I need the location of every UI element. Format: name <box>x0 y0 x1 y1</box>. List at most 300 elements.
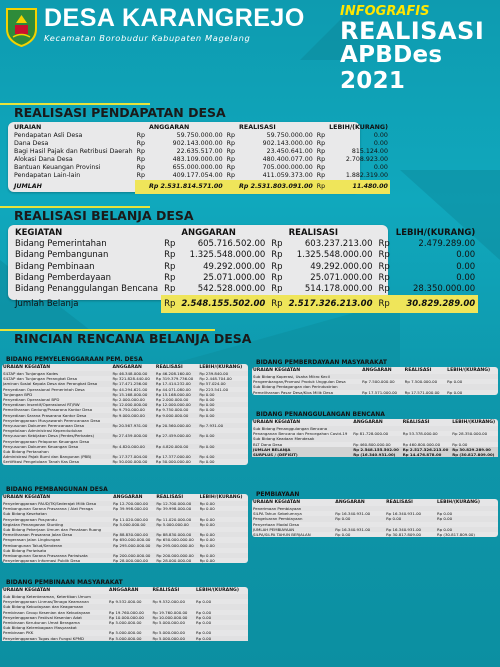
table-row <box>252 390 498 395</box>
col-anggaran: ANGGARAN <box>148 124 190 131</box>
row-lebih: Rp 0.00 <box>196 620 212 626</box>
row-lebih: 28.350.000.00 <box>413 284 476 295</box>
detail-table <box>2 364 248 465</box>
row-realisasi: Rp 44.071.080.00 <box>155 386 191 392</box>
row-realisasi: Rp 4.820.000.00 <box>155 443 189 449</box>
panel-bencana <box>252 410 498 485</box>
row-lebih: Rp 28.350.000.00 <box>452 431 488 437</box>
row-realisasi: Rp 12.000.000.00 <box>155 402 191 408</box>
row-currency: Rp <box>271 284 283 295</box>
row-anggaran: 49.292.000.00 <box>203 261 266 272</box>
col-uraian: URAIAN KEGIATAN <box>253 368 301 373</box>
row-uraian: Penyusunan Kebijakan Desa (Perdes/Perkades) <box>3 433 94 439</box>
table-header <box>2 587 248 594</box>
row-realisasi: Rp 28.000.000.00 <box>156 558 192 564</box>
col-uraian: URAIAN <box>14 124 42 131</box>
detail-table <box>252 367 498 395</box>
row-lebih: Rp 30.829.289.00 <box>452 446 491 452</box>
row-currency: Rp <box>378 272 390 283</box>
row-currency: Rp <box>164 261 176 272</box>
row-uraian: Sub Bidang Kelembagaan Masyarakat <box>3 625 77 631</box>
row-anggaran: Rp 2.000.000.00 <box>112 397 145 403</box>
row-lebih: Rp 0.00 <box>447 379 463 385</box>
row-anggaran: Rp 27.459.000.00 <box>112 433 148 439</box>
row-realisasi: Rp 5.000.000.00 <box>152 630 185 636</box>
row-anggaran: Rp 7.500.000.00 <box>362 379 395 385</box>
row-lebih: Rp (30.817.809.00) <box>452 452 495 458</box>
row-anggaran: Rp 19.760.000.00 <box>109 609 144 615</box>
row-uraian: Penyelenggaraan Pelaporan Keuangan Desa <box>3 438 90 444</box>
row-uraian: Sub Bidang Kesehatan <box>3 511 47 517</box>
table-row <box>12 172 390 180</box>
col-uraian: KEGIATAN <box>15 228 63 238</box>
row-currency: Rp <box>315 180 327 194</box>
col-realisasi: REALISASI <box>239 124 276 131</box>
row-realisasi: 514.178.000.00 <box>304 284 373 295</box>
row-lebih: Rp 4.00 <box>199 454 215 460</box>
row-anggaran: 409.177.054.00 <box>172 172 223 179</box>
row-uraian: Penyusunan Dokumen Keuangan Desa <box>3 443 79 449</box>
row-realisasi: Rp 5.000.000.00 <box>152 635 185 641</box>
row-realisasi: Rp 5.000.000.00 <box>156 521 189 527</box>
row-uraian: JUMLAH PEMBIAYAAN <box>253 526 295 532</box>
row-uraian: Pembinaan Group Kesenian dan Kebudayaan <box>3 609 91 615</box>
row-uraian: Sub Bidang Penanggulangan Bencana <box>253 426 328 431</box>
row-currency: Rp <box>161 295 178 313</box>
row-uraian: Dana Desa <box>14 140 49 147</box>
row-uraian: Penanganan Bencana dan Pencegahan Covid-19 <box>253 431 348 437</box>
row-anggaran: Rp 9.000.000.00 <box>112 412 145 418</box>
panel-body <box>252 499 498 537</box>
panel-body <box>2 587 248 641</box>
row-currency: Rp <box>378 284 390 295</box>
table-header <box>2 364 248 371</box>
col-lebih: LEBIH/(KURANG) <box>199 495 243 500</box>
row-anggaran: Rp 2.548.155.502.00 <box>353 446 399 452</box>
row-anggaran: Rp 5.000.000.00 <box>109 620 142 626</box>
row-lebih: 2.479.289.00 <box>418 239 476 250</box>
row-anggaran: Rp 650.000.000.00 <box>113 537 151 543</box>
col-realisasi: REALISASI <box>288 228 339 238</box>
table-row <box>12 164 390 172</box>
row-lebih: Rp 0.00 <box>199 412 215 418</box>
col-anggaran: ANGGARAN <box>181 228 236 238</box>
total-realisasi: Rp 2.531.803.091.00 <box>237 180 315 194</box>
row-anggaran: Rp 321.828.440.00 <box>112 376 150 382</box>
row-currency: Rp <box>375 295 392 313</box>
table-row <box>2 636 248 641</box>
row-lebih: Rp 0.00 <box>199 506 215 512</box>
row-realisasi: 902.143.000.00 <box>262 140 313 147</box>
row-uraian: Pengeluaran Pembiayaan <box>253 516 303 522</box>
row-currency: Rp <box>226 132 236 139</box>
row-anggaran: Rp 4.820.000.00 <box>112 443 145 449</box>
row-currency: Rp <box>271 239 283 250</box>
row-lebih: Rp 0.00 <box>196 614 212 620</box>
col-rp <box>315 124 327 132</box>
col-rp <box>135 180 147 194</box>
row-anggaran: 1.325.548.000.00 <box>189 250 266 261</box>
table-row <box>2 537 248 542</box>
row-lebih: Rp 0.00 <box>199 459 215 465</box>
row-uraian: Bidang Pembangunan <box>15 250 109 261</box>
detail-table <box>252 419 498 457</box>
table-row <box>12 140 390 148</box>
row-uraian: Penyediaan Operasional BPD <box>3 397 60 403</box>
col-anggaran: ANGGARAN <box>113 495 143 500</box>
row-uraian: Sub Bidang Pertanahan <box>3 449 49 455</box>
row-uraian: Sub Bidang Pekerjaan Umum dan Penataan Ruang <box>3 527 102 533</box>
panel-title: BIDANG PEMYELENGGARAAN PEM. DESA <box>6 356 143 363</box>
row-currency: Rp <box>316 148 326 155</box>
row-lebih: 0.00 <box>373 132 388 139</box>
row-anggaran: Rp 5.000.000.00 <box>109 635 142 641</box>
row-uraian: Pembangunan Talud/Senderan <box>3 542 63 548</box>
row-uraian: Pendapatan Lain-lain <box>14 172 81 179</box>
row-lebih: Rp 57.024.00 <box>199 381 226 387</box>
row-realisasi: Rp 17.377.000.00 <box>155 454 191 460</box>
table-row <box>2 433 248 438</box>
row-uraian: Penyediaan Insentif/Operasional RT/RW <box>3 402 80 408</box>
col-rp <box>161 228 178 239</box>
total-lebih: 11.480.00 <box>327 180 390 194</box>
row-uraian: Bidang Pemerintahan <box>15 239 107 250</box>
row-uraian: Bidang Pemberdayaan <box>15 272 112 283</box>
col-rp <box>225 124 237 132</box>
row-uraian: Pembinaan Kerukunan Umat Beragama <box>3 620 80 626</box>
detail-table <box>252 499 498 537</box>
row-realisasi: Rp 16.340.931.00 <box>386 511 422 517</box>
row-uraian: Pembangunan Sarana Prasarana / Alat Peraga <box>3 506 93 512</box>
row-realisasi: 49.292.000.00 <box>310 261 373 272</box>
row-realisasi: Rp 319.379.736.00 <box>155 376 194 382</box>
row-lebih: Rp 0.00 <box>199 516 215 522</box>
row-uraian: Pengerasan Jalan Lingkungan <box>3 537 61 543</box>
table-row <box>12 156 390 164</box>
row-uraian: Pembinaan PKK <box>3 630 34 636</box>
col-lebih: LEBIH/(KURANG) <box>447 368 491 373</box>
belanja-title: REALISASI BELANJA DESA <box>14 208 194 223</box>
row-realisasi: Rp 5.000.000.00 <box>152 620 185 626</box>
row-realisasi: 411.059.373.00 <box>262 172 313 179</box>
panel-pemberdayaan <box>252 358 498 406</box>
row-uraian: Pendapatan Asli Desa <box>14 132 83 139</box>
table-header <box>252 499 498 506</box>
col-anggaran: ANGGARAN <box>112 365 142 370</box>
row-uraian: Administrasi Pajak Bumi dan Bangunan (PBB) <box>3 454 92 460</box>
row-uraian: Pengembangan/Promosi Produk Unggulan Desa <box>253 379 346 385</box>
row-currency: Rp <box>136 164 145 171</box>
row-currency: Rp <box>226 148 236 155</box>
row-anggaran: 483.109.000.00 <box>172 156 223 163</box>
row-realisasi: Rp 9.532.000.00 <box>152 599 185 605</box>
table-header <box>252 419 498 426</box>
row-realisasi: 23.450.641.00 <box>266 148 313 155</box>
row-realisasi: Rp 7.500.000.00 <box>404 379 438 385</box>
row-uraian: SILPA Tahun Sebelumnya <box>253 511 302 517</box>
panel-title: BIDANG PEMBANGUNAN DESA <box>6 486 108 493</box>
village-title: DESA KARANGREJO <box>44 4 305 32</box>
rincian-title: RINCIAN RENCANA BELANJA DESA <box>14 331 252 346</box>
row-uraian: Penyediaan Operasional Pemerintah Desa <box>3 386 85 392</box>
col-uraian: URAIAN KEGIATAN <box>3 588 51 593</box>
row-currency: Rp <box>164 284 176 295</box>
row-realisasi: Rp 9.750.000.00 <box>155 407 189 413</box>
row-uraian: Bagi Hasil Pajak dan Retribusi Daerah <box>14 148 133 155</box>
row-anggaran: Rp 0.00 <box>335 532 351 538</box>
pendapatan-title: REALISASI PENDAPATAN DESA <box>14 105 226 120</box>
row-uraian: BLT Dana Desa <box>253 441 283 447</box>
row-realisasi: Rp 20.560.000.00 <box>155 423 191 429</box>
row-realisasi: Rp 15.168.000.00 <box>155 391 191 397</box>
row-lebih: Rp 0.00 <box>199 521 215 527</box>
row-anggaran: Rp 46.348.000.00 <box>112 371 148 376</box>
row-anggaran: Rp 50.000.000.00 <box>112 459 148 465</box>
row-lebih: Rp 0.00 <box>196 630 212 636</box>
row-uraian: Tunjangan BPD <box>3 391 33 397</box>
table-header <box>252 367 498 374</box>
row-anggaran: Rp 5.000.000.00 <box>113 521 146 527</box>
table-total-row <box>12 180 390 194</box>
row-anggaran: Rp 17.571.000.00 <box>362 389 398 395</box>
row-uraian: Penyelenggaraan PAUD/TK/Sederajat Milik Desa <box>3 501 97 506</box>
row-anggaran: Rp 460.800.000.00 <box>353 441 391 447</box>
panel-title: BIDANG PEMBINAAN MASYARAKAT <box>6 579 123 586</box>
row-currency: Rp <box>271 272 283 283</box>
row-anggaran: Rp 17.471.256.00 <box>112 381 148 387</box>
row-realisasi: 480.400.077.00 <box>262 156 313 163</box>
table-row <box>12 132 390 140</box>
row-currency: Rp <box>136 172 145 179</box>
row-lebih: Rp 0.00 <box>196 635 212 641</box>
row-lebih: Rp 0.00 <box>199 537 215 543</box>
row-realisasi: Rp 19.760.000.00 <box>152 609 188 615</box>
row-uraian: Penyertaan Modal Desa <box>253 521 300 527</box>
row-anggaran: Rp 0.00 <box>335 516 351 522</box>
col-realisasi: REALISASI <box>386 500 413 505</box>
row-currency: Rp <box>136 156 145 163</box>
table-row <box>12 250 478 261</box>
row-anggaran: Rp 200.000.000.00 <box>113 553 151 559</box>
row-uraian: SURPLUS / (DEFISIT) <box>253 452 298 458</box>
col-uraian: URAIAN KEGIATAN <box>3 495 51 500</box>
row-currency: Rp <box>136 148 145 155</box>
row-realisasi: Rp 650.000.000.00 <box>156 537 194 543</box>
row-realisasi: Rp 12.700.000.00 <box>156 501 192 506</box>
row-uraian: Pemeliharaan Pasar Desa/Kios Milik Desa <box>253 389 333 395</box>
row-anggaran: Rp (16.340.931.00) <box>353 452 396 458</box>
row-lebih: Rp 0.00 <box>447 389 463 395</box>
row-uraian: Penyelenggaraan Linmas/Tenaga Keamanan <box>3 599 89 605</box>
row-uraian: Penyelenggaraan Posyandu <box>3 516 57 522</box>
row-lebih: Rp 0.00 <box>199 553 215 559</box>
row-anggaran: 22.635.517.00 <box>176 148 223 155</box>
row-anggaran: Rp 5.000.000.00 <box>109 630 142 636</box>
table-row <box>2 381 248 386</box>
row-lebih: Rp 0.00 <box>199 542 215 548</box>
row-lebih: Rp 0.00 <box>199 501 215 506</box>
row-currency: Rp <box>136 132 145 139</box>
row-uraian: Alokasi Dana Desa <box>14 156 73 163</box>
row-currency: Rp <box>268 295 285 313</box>
belanja-table <box>12 228 478 313</box>
row-currency: Rp <box>316 140 326 147</box>
row-realisasi: Rp 88.830.000.00 <box>156 532 192 538</box>
row-realisasi: Rp 27.459.000.00 <box>155 433 191 439</box>
row-currency: Rp <box>378 261 390 272</box>
row-lebih: Rp (30.817.809.00) <box>437 532 475 538</box>
row-currency: Rp <box>226 164 236 171</box>
row-uraian: Sub Bidang Pariwisata <box>3 547 47 553</box>
row-currency: Rp <box>316 172 326 179</box>
row-realisasi: 25.071.000.00 <box>310 272 373 283</box>
infografis-label: INFOGRAFIS <box>340 4 430 19</box>
table-row <box>2 459 248 464</box>
row-anggaran: 59.750.000.00 <box>176 132 223 139</box>
table-row <box>252 532 498 537</box>
row-lebih: Rp 2.448.704.00 <box>199 376 232 382</box>
col-realisasi: REALISASI <box>152 588 180 593</box>
row-anggaran: Rp 17.377.004.00 <box>112 454 148 460</box>
row-realisasi: Rp 2.000.000.00 <box>155 397 189 403</box>
row-uraian: Bidang Penanggulangan Bencana <box>15 284 159 295</box>
row-uraian: Sertifikasi Pengelolaan Tanah Kas Desa <box>3 459 79 465</box>
row-lebih: Rp 0.00 <box>199 397 215 403</box>
row-uraian: Penyelenggaraan Festival Kesenian Adat <box>3 614 82 620</box>
panel-title: PEMBIAYAAN <box>256 491 300 498</box>
panel-title: BIDANG PEMBERDAYAAN MASYARAKAT <box>256 359 387 366</box>
row-realisasi: Rp 460.800.000.00 <box>402 441 441 447</box>
table-row <box>2 558 248 563</box>
row-uraian: Penyediaan Sarana Prasarana Kantor Desa <box>3 412 87 418</box>
row-currency: Rp <box>316 132 326 139</box>
col-anggaran: ANGGARAN <box>353 420 383 425</box>
row-uraian: SILTAP dan Tunjangan Kades <box>3 371 59 376</box>
row-realisasi: Rp 16.340.931.00 <box>386 526 422 532</box>
row-anggaran: 605.716.502.00 <box>197 239 266 250</box>
detail-table <box>2 494 248 563</box>
panel-title: BIDANG PENANGGULANGAN BENCANA <box>256 411 385 418</box>
row-currency: Rp <box>136 140 145 147</box>
panel-pembiayaan <box>252 490 498 562</box>
col-lebih: LEBIH/(KURANG) <box>199 365 243 370</box>
row-lebih: Rp 0.00 <box>199 433 215 439</box>
row-lebih: Rp 0.00 <box>437 516 453 522</box>
col-rp <box>225 180 237 194</box>
panel-body <box>252 419 498 457</box>
row-anggaran: Rp 10.000.000.00 <box>109 614 144 620</box>
row-uraian: Pengelolaan Administrasi Kependudukan <box>3 428 83 434</box>
row-realisasi: Rp 10.000.000.00 <box>152 614 188 620</box>
row-realisasi: Rp 30.817.809.00 <box>386 532 422 538</box>
row-realisasi: Rp 295.000.000.00 <box>156 542 194 548</box>
row-realisasi: Rp 17.571.000.00 <box>404 389 440 395</box>
table-header <box>12 124 390 132</box>
table-header <box>12 228 478 239</box>
row-realisasi: Rp 0.00 <box>386 516 402 522</box>
col-anggaran: ANGGARAN <box>335 500 365 505</box>
row-currency: Rp <box>316 156 326 163</box>
table-total-row <box>12 295 478 313</box>
col-uraian: URAIAN KEGIATAN <box>253 500 301 505</box>
row-lebih: 2.708.923.00 <box>345 156 388 163</box>
panel-body <box>252 367 498 395</box>
row-lebih: Rp 0.00 <box>199 443 215 449</box>
row-currency: Rp <box>378 250 390 261</box>
row-uraian: Sub Bidang Koperasi, Usaha Mikro Kecil <box>253 374 330 379</box>
col-lebih: LEBIH/(KURANG) <box>395 228 476 238</box>
row-lebih: Rp 0.00 <box>452 441 468 447</box>
row-uraian: Penyelenggaraan Informasi Publik Desa <box>3 558 81 564</box>
row-uraian: Sub Bidang Ketenteraman, Ketertiban Umum <box>3 594 91 599</box>
row-lebih: 0.00 <box>373 164 388 171</box>
panel-pembinaan <box>2 578 248 644</box>
row-realisasi: Rp 11.020.000.00 <box>156 516 192 522</box>
row-uraian: Penyusunan Dokumen Perencanaan Desa <box>3 423 84 429</box>
row-uraian: Penerimaan Pembiayaan <box>253 506 302 511</box>
row-realisasi: Rp 14.476.878.00 <box>402 452 442 458</box>
row-lebih: Rp 0.00 <box>199 402 215 408</box>
row-anggaran: Rp 11.020.000.00 <box>113 516 148 522</box>
row-uraian: SILTAP dan Tunjangan Perangkat Desa <box>3 376 77 382</box>
row-realisasi: Rp 39.998.000.00 <box>156 506 192 512</box>
row-uraian: Penyelenggaraan Musyawarah Perencanaan Desa <box>3 417 101 423</box>
row-uraian: Bantuan Keuangan Provinsi <box>14 164 101 171</box>
row-currency: Rp <box>271 250 283 261</box>
col-rp <box>375 228 392 239</box>
row-lebih: 0.00 <box>456 261 476 272</box>
row-anggaran: Rp 16.340.931.00 <box>335 526 371 532</box>
row-currency: Rp <box>164 239 176 250</box>
apbdes-heading: APBDes 2021 <box>340 42 443 94</box>
col-anggaran: ANGGARAN <box>109 588 139 593</box>
row-anggaran: 542.528.000.00 <box>197 284 266 295</box>
row-currency: Rp <box>271 261 283 272</box>
row-uraian: Bidang Pembinaan <box>15 261 95 272</box>
row-anggaran: Rp 16.340.931.00 <box>335 511 371 517</box>
row-realisasi: 705.000.000.00 <box>262 164 313 171</box>
row-lebih: Rp 0.00 <box>437 511 453 517</box>
panel-pembangunan <box>2 485 248 564</box>
row-lebih: Rp 0.00 <box>199 407 215 413</box>
row-realisasi: 59.750.000.00 <box>266 132 313 139</box>
row-anggaran: 655.000.000.00 <box>172 164 223 171</box>
row-anggaran: Rp 44.294.621.00 <box>112 386 148 392</box>
district-subtitle: Kecamatan Borobudur Kabupaten Magelang <box>44 33 251 43</box>
table-header <box>2 494 248 501</box>
table-row <box>2 407 248 412</box>
table-row <box>12 148 390 156</box>
row-anggaran: Rp 88.830.000.00 <box>113 532 148 538</box>
total-label: JUMLAH <box>14 183 42 190</box>
row-lebih: Rp 7.931.00 <box>199 423 224 429</box>
village-emblem-icon <box>5 7 38 47</box>
row-uraian: Kegiatan Penanganan Stunting <box>3 521 64 527</box>
table-row <box>12 262 478 273</box>
col-anggaran: ANGGARAN <box>362 368 392 373</box>
row-uraian: Sub Bidang Kebudayaan dan Keagamaan <box>3 604 84 610</box>
row-anggaran: Rp 12.000.000.00 <box>112 402 148 408</box>
total-realisasi: 2.517.326.213.00 <box>286 295 376 313</box>
row-lebih: 815.124.00 <box>351 148 388 155</box>
row-currency: Rp <box>164 272 176 283</box>
row-realisasi: 1.325.548.000.00 <box>296 250 373 261</box>
row-anggaran: Rp 295.000.000.00 <box>113 542 151 548</box>
col-lebih: LEBIH/(KURANG) <box>437 500 480 505</box>
row-lebih: Rp 0.00 <box>199 558 215 564</box>
row-currency: Rp <box>316 164 326 171</box>
total-lebih: 30.829.289.00 <box>393 295 478 313</box>
